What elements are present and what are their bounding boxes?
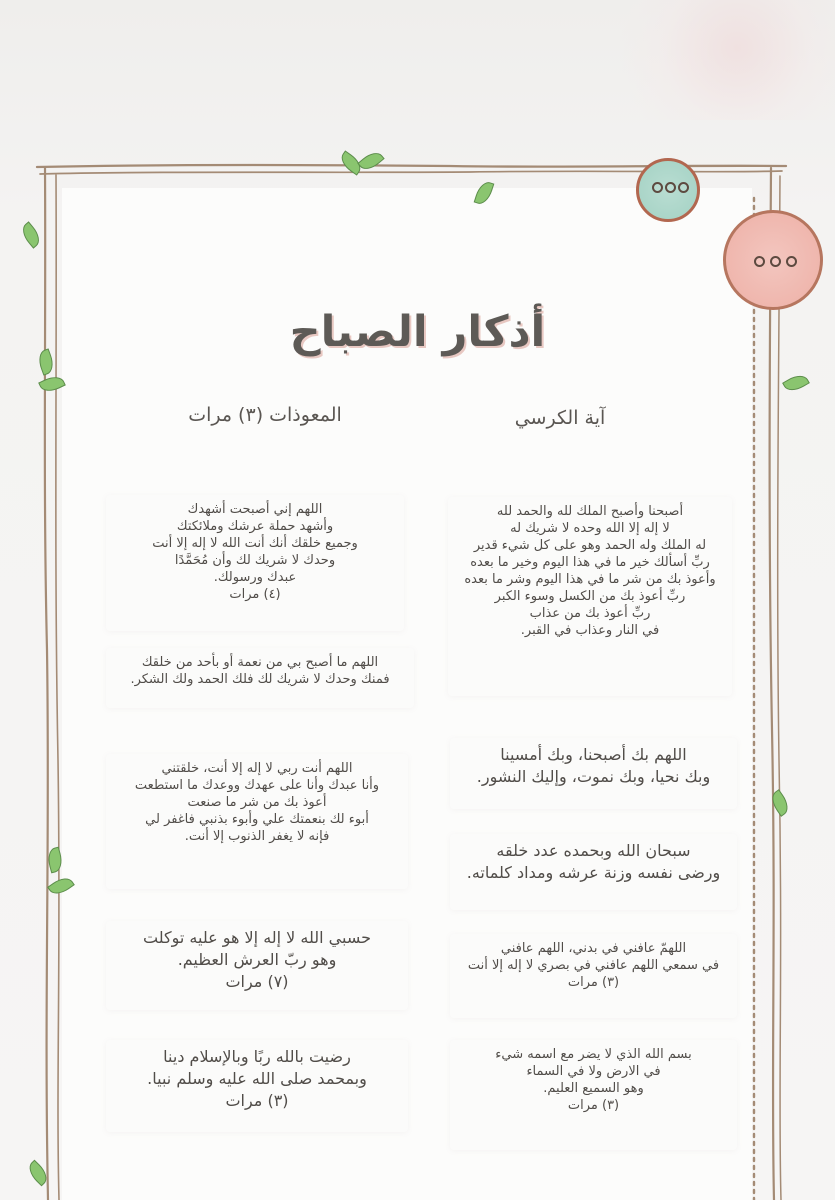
subtitle-almuawwidhat: المعوذات (٣) مرات xyxy=(188,404,342,426)
pink-button-decoration xyxy=(723,210,823,310)
dhikr-line: حسبي الله لا إله إلا هو عليه توكلت xyxy=(142,928,371,947)
button-hole-icon xyxy=(652,182,663,193)
button-hole-icon xyxy=(754,256,765,267)
dhikr-line: فإنه لا يغفر الذنوب إلا أنت. xyxy=(184,829,330,844)
dhikr-line: اللهم بك أصبحنا، وبك أمسينا xyxy=(500,745,687,764)
dhikr-line: في النار وعذاب في القبر. xyxy=(520,623,660,638)
leaf-icon xyxy=(357,148,384,174)
dhikr-line: اللهمّ عافني في بدني، اللهم عافني xyxy=(500,941,687,956)
button-hole-icon xyxy=(770,256,781,267)
dhikr-card-right-3 xyxy=(450,834,737,910)
dhikr-card-left-4 xyxy=(106,921,408,1010)
dhikr-line: سبحان الله وبحمده عدد خلقه xyxy=(496,841,691,860)
button-hole-icon xyxy=(786,256,797,267)
dhikr-line: رضيت بالله ربًا وبالإسلام دينا xyxy=(163,1047,351,1066)
dhikr-line: لا إله إلا الله وحده لا شريك له xyxy=(510,521,670,536)
dhikr-line: ربِّ أسألك خير ما في هذا اليوم وخير ما بعده xyxy=(470,555,710,570)
dhikr-line: وأنا عبدك وأنا على عهدك ووعدك ما استطعت xyxy=(134,778,380,793)
repeat-count: (٧) مرات xyxy=(225,972,289,991)
dhikr-line: اللهم ما أصبح بي من نعمة أو بأحد من خلقك xyxy=(141,655,379,670)
dhikr-line: ربِّ أعوذ بك من عذاب xyxy=(529,606,651,621)
page-title: أذكار الصباح xyxy=(289,307,546,357)
leaf-icon xyxy=(35,348,56,375)
dhikr-line: له الملك وله الحمد وهو على كل شيء قدير xyxy=(473,538,707,553)
green-button-decoration xyxy=(636,158,700,222)
dhikr-line: وبك نحيا، وبك نموت، وإليك النشور. xyxy=(476,767,711,786)
dhikr-card-left-3 xyxy=(106,754,408,889)
repeat-count: (٣) مرات xyxy=(567,1098,620,1113)
dhikr-card-left-1 xyxy=(106,495,404,631)
repeat-count: (٣) مرات xyxy=(225,1091,289,1110)
dhikr-card-left-5 xyxy=(106,1040,408,1132)
repeat-count: (٤) مرات xyxy=(229,587,281,602)
dhikr-line: ربِّ أعوذ بك من الكسل وسوء الكبر xyxy=(494,589,686,604)
dhikr-line: وهو ربّ العرش العظيم. xyxy=(177,950,337,969)
leaf-icon xyxy=(25,1160,52,1187)
dhikr-line: وأعوذ بك من شر ما في هذا اليوم وشر ما بعده xyxy=(464,572,716,587)
dhikr-line: وجميع خلقك أنك أنت الله لا إله إلا أنت xyxy=(152,536,358,551)
dhikr-line: عبدك ورسولك. xyxy=(213,570,297,585)
dhikr-line: وحدك لا شريك لك وأن مُحَمَّدًا xyxy=(174,553,336,568)
dhikr-card-right-1 xyxy=(448,497,732,696)
subtitle-ayat-alkursi: آية الكرسي xyxy=(514,407,606,429)
dhikr-card-right-2 xyxy=(450,738,737,809)
dhikr-line: في سمعي اللهم عافني في بصري لا إله إلا أنت xyxy=(467,958,720,973)
dhikr-line: فمنك وحدك لا شريك لك فلك الحمد ولك الشكر. xyxy=(130,672,390,687)
dhikr-line: وهو السميع العليم. xyxy=(543,1081,644,1096)
dhikr-line: وبمحمد صلى الله عليه وسلم نبيا. xyxy=(147,1069,367,1088)
dhikr-line: أبوء لك بنعمتك علي وأبوء بذنبي فاغفر لي xyxy=(145,812,369,827)
leaf-icon xyxy=(767,789,792,817)
leaf-icon xyxy=(782,371,810,395)
dhikr-card-right-4 xyxy=(450,934,737,1018)
dhikr-line: أصبحنا وأصبح الملك لله والحمد لله xyxy=(496,504,684,519)
dhikr-card-right-5 xyxy=(450,1040,737,1150)
dhikr-line: وأشهد حملة عرشك وملائكتك xyxy=(176,519,334,534)
dhikr-line: بسم الله الذي لا يضر مع اسمه شيء xyxy=(495,1047,692,1062)
dhikr-card-left-2 xyxy=(106,648,414,708)
dhikr-line: ورضى نفسه وزنة عرشه ومداد كلماته. xyxy=(466,863,721,882)
dhikr-line: اللهم أنت ربي لا إله إلا أنت، خلقتني xyxy=(161,761,353,776)
top-corner-blush xyxy=(590,0,835,120)
dhikr-line: أعوذ بك من شر ما صنعت xyxy=(187,795,327,810)
button-hole-icon xyxy=(665,182,676,193)
leaf-icon xyxy=(18,221,44,248)
dhikr-line: في الارض ولا في السماء xyxy=(526,1064,661,1079)
button-hole-icon xyxy=(678,182,689,193)
dhikr-line: اللهم إني أصبحت أشهدك xyxy=(187,502,323,517)
repeat-count: (٣) مرات xyxy=(567,975,620,990)
